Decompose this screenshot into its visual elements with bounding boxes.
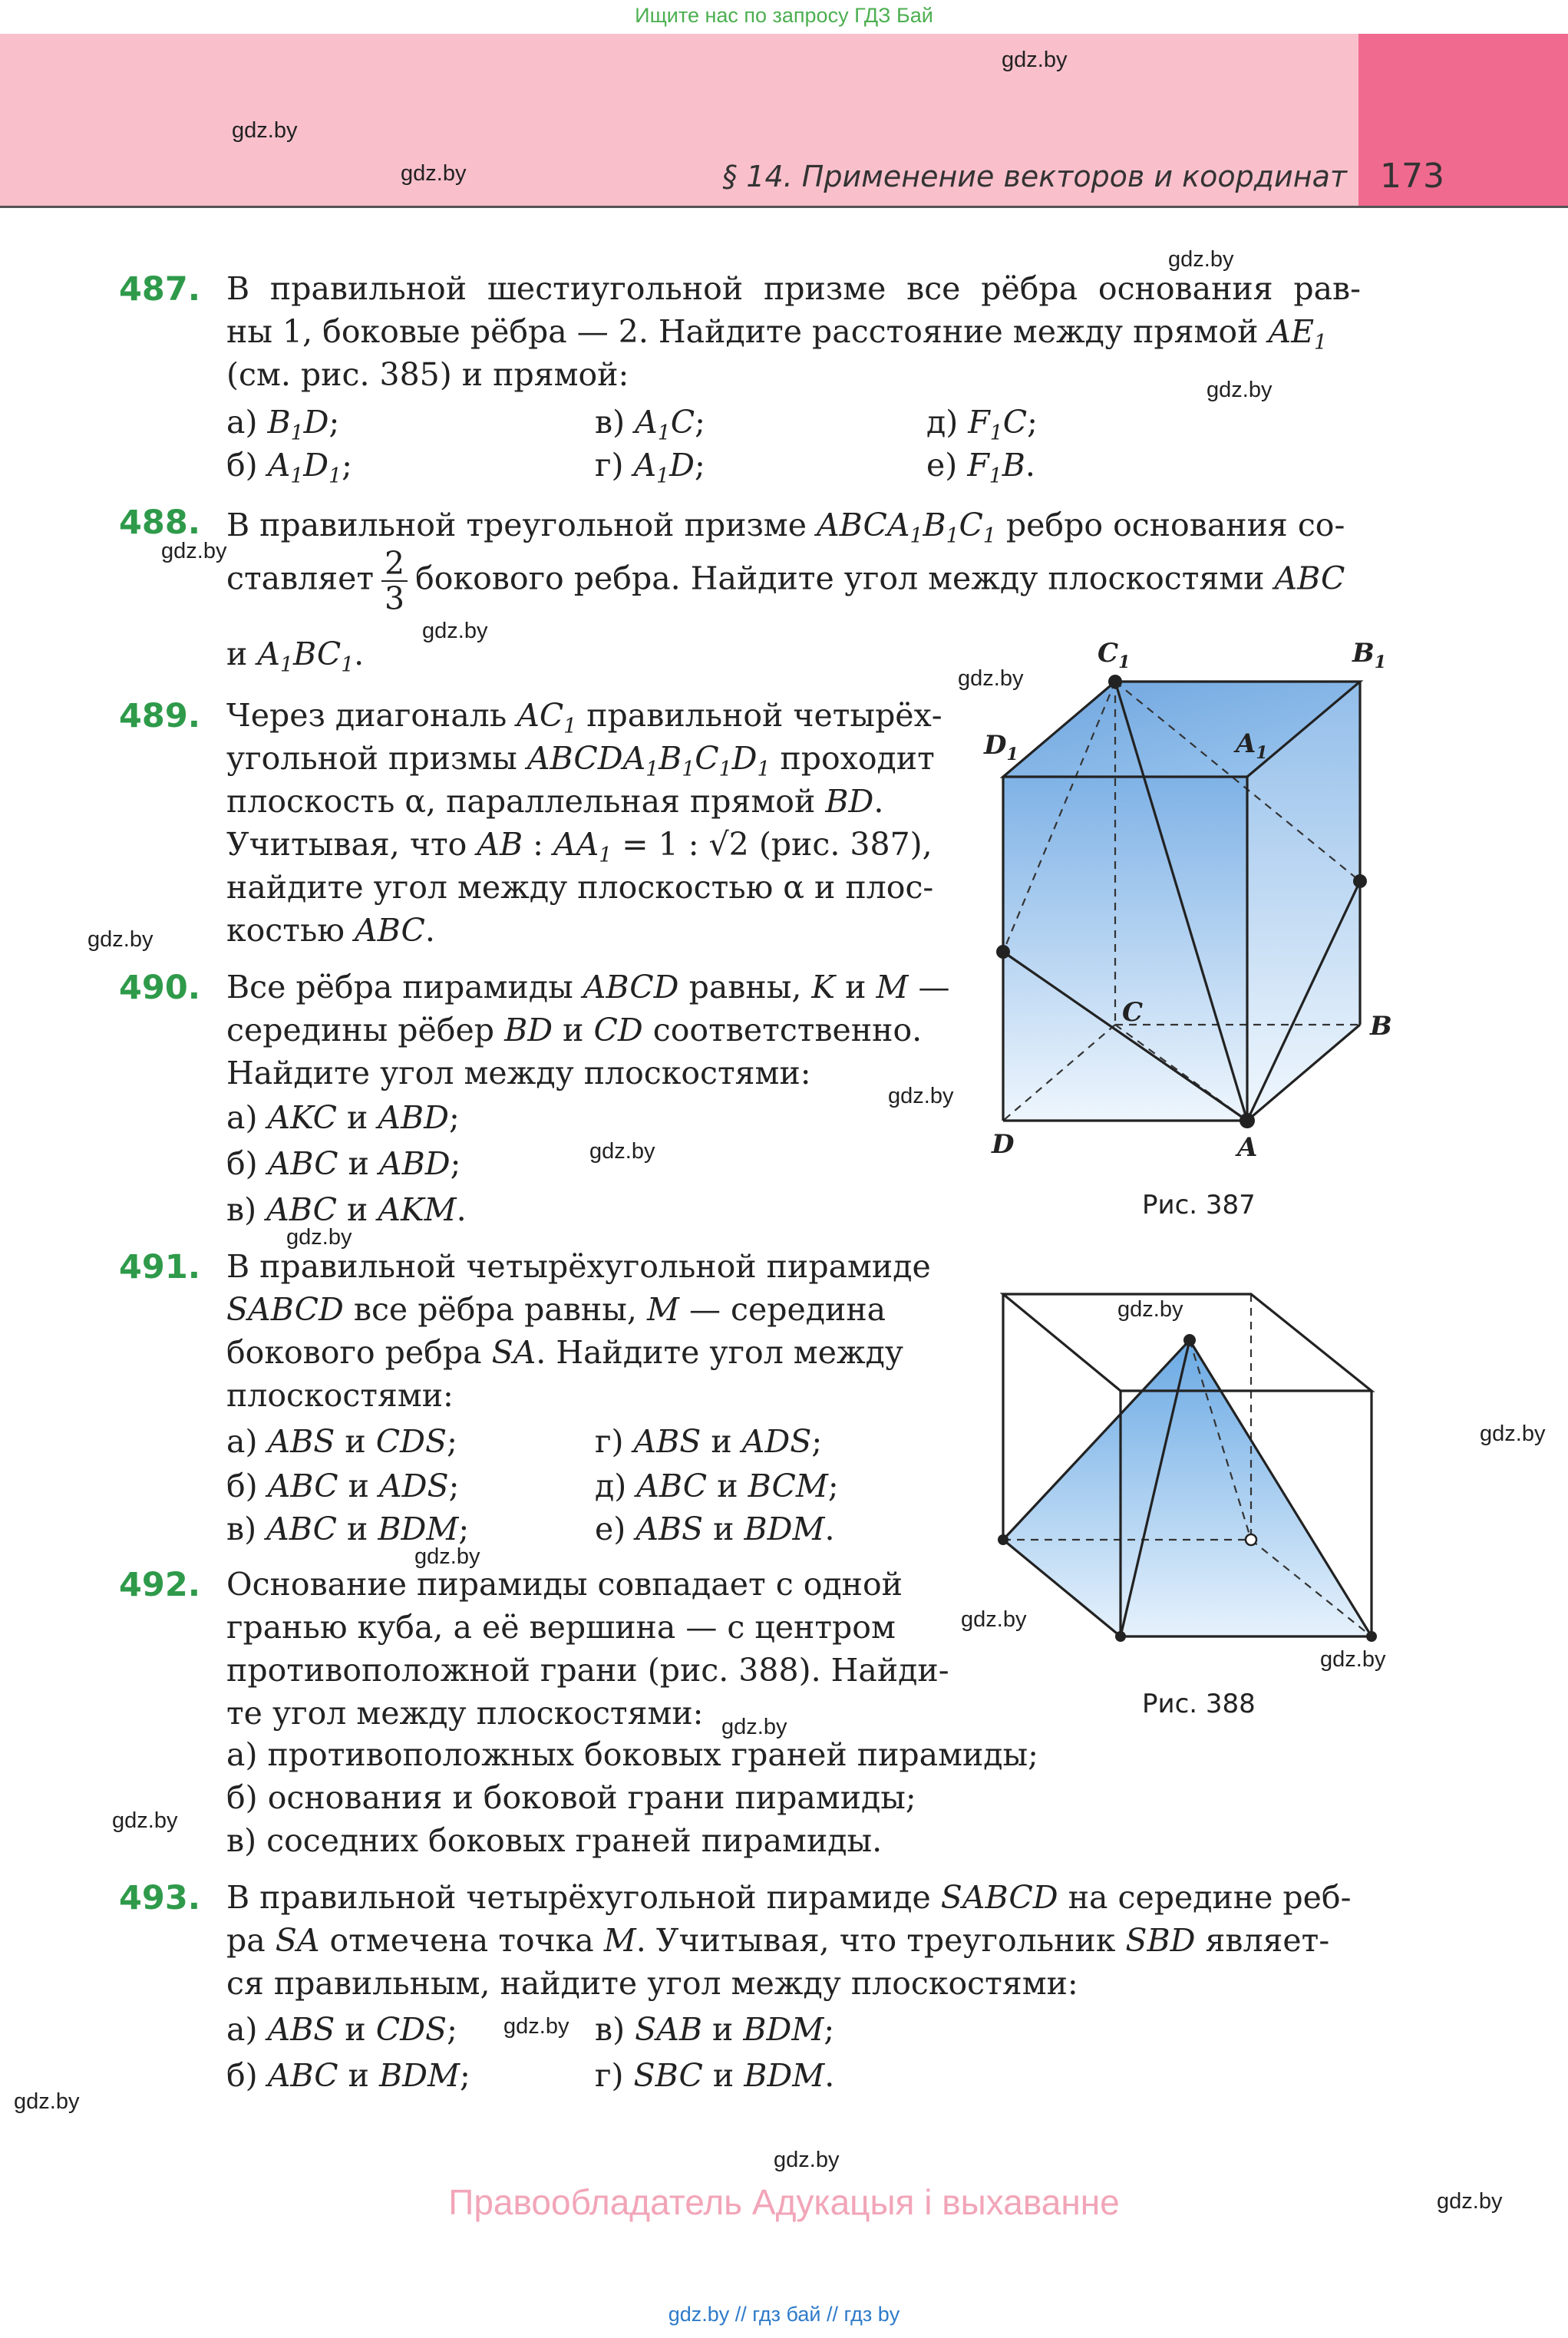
label-d1: $D_1$: [984, 730, 1018, 764]
figure-387-prism: [952, 629, 1428, 1182]
problem-text: костью ABC.: [226, 912, 435, 949]
problem-text: гранью куба, а её вершина — с центром: [226, 1609, 896, 1646]
problem-text: и $A_1BC_1$.: [226, 636, 365, 678]
watermark: gdz.by: [721, 1715, 787, 1739]
problem-number: 490.: [119, 969, 201, 1007]
option: в) соседних боковых граней пирамиды.: [226, 1822, 883, 1859]
watermark: gdz.by: [232, 118, 298, 143]
option: а) AKC и ABD;: [226, 1099, 460, 1136]
problem-text: (см. рис. 385) и прямой:: [226, 356, 629, 393]
watermark: gdz.by: [1480, 1422, 1546, 1446]
watermark: gdz.by: [1207, 378, 1273, 402]
label-c1: $C_1$: [1098, 638, 1131, 672]
label-c: C: [1122, 997, 1144, 1028]
header-divider: [0, 206, 1568, 208]
option: в) $A_1C$;: [595, 404, 705, 446]
option: а) противоположных боковых граней пирамиды;: [226, 1736, 1038, 1773]
label-b: B: [1370, 1011, 1392, 1042]
problem-text: Учитывая, что AB : $AA_1 = 1$ : √2 (рис. 387),: [226, 826, 933, 868]
watermark: gdz.by: [589, 1139, 655, 1164]
fraction: $\frac{2}{3}$: [381, 547, 408, 616]
problem-number: 487.: [119, 270, 201, 309]
problem-text: найдите угол между плоскостью α и плос-: [226, 869, 934, 906]
page-number: 173: [1380, 157, 1444, 196]
problem-text: В правильной шестиугольной призме все рёбра основания рав-: [226, 270, 1361, 307]
figure-caption: Рис. 388: [1142, 1689, 1256, 1719]
option: е) ABS и BDM.: [595, 1511, 835, 1547]
problem-text: Через диагональ $AC_1$ правильной четырёх-: [226, 697, 942, 739]
problem-text: Найдите угол между плоскостями:: [226, 1055, 811, 1091]
watermark: gdz.by: [401, 161, 467, 186]
watermark: gdz.by: [1437, 2189, 1503, 2214]
watermark: gdz.by: [161, 539, 227, 563]
watermark: gdz.by: [1117, 1297, 1183, 1322]
label-d: D: [992, 1129, 1015, 1160]
figure-caption: Рис. 387: [1142, 1190, 1256, 1220]
watermark: gdz.by: [1002, 48, 1068, 72]
problem-text: Основание пирамиды совпадает с одной: [226, 1566, 903, 1603]
watermark: gdz.by: [112, 1808, 178, 1833]
label-b1: $B_1$: [1352, 638, 1387, 672]
top-note: Ищите нас по запросу ГДЗ Бай: [635, 4, 933, 27]
problem-number: 493.: [119, 1879, 201, 1917]
watermark: gdz.by: [958, 666, 1024, 691]
problem-text: В правильной четырёхугольной пирамиде SABCD на середине реб-: [226, 1879, 1352, 1916]
problem-text: противоположной грани (рис. 388). Найди-: [226, 1652, 949, 1689]
problem-text: В правильной четырёхугольной пирамиде: [226, 1248, 931, 1285]
option: в) ABC и AKM.: [226, 1191, 467, 1228]
option: а) $B_1D$;: [226, 404, 340, 446]
watermark: gdz.by: [503, 2014, 569, 2039]
problem-text: угольной призмы $ABCDA_1B_1C_1D_1$ проходит: [226, 740, 935, 782]
label-a: A: [1237, 1132, 1258, 1163]
problem-text: плоскостями:: [226, 1377, 454, 1414]
option: б) $A_1D_1$;: [226, 447, 352, 489]
problem-text: ставляет $\frac{2}{3}$ бокового ребра. Найдите угол между плоскостями ABC: [226, 545, 1345, 617]
watermark: gdz.by: [1320, 1647, 1386, 1672]
problem-number: 489.: [119, 697, 201, 735]
label-a1: $A_1$: [1236, 728, 1268, 763]
option: в) SAB и BDM;: [595, 2011, 835, 2048]
option: а) ABS и CDS;: [226, 1423, 457, 1460]
problem-text: ся правильным, найдите угол между плоскостями:: [226, 1965, 1078, 2002]
footer-links[interactable]: gdz.by // гдз бай // гдз by: [668, 2303, 900, 2326]
option: а) ABS и CDS;: [226, 2011, 457, 2048]
watermark: gdz.by: [422, 619, 488, 643]
problem-text: середины рёбер BD и CD соответственно.: [226, 1012, 923, 1048]
option: б) ABC и ABD;: [226, 1145, 461, 1182]
option: д) $F_1C$;: [926, 404, 1038, 446]
watermark: gdz.by: [1168, 247, 1234, 272]
option: в) ABC и BDM;: [226, 1511, 470, 1547]
figure-388-cube-pyramid: [990, 1274, 1405, 1650]
problem-number: 488.: [119, 504, 201, 542]
problem-number: 492.: [119, 1566, 201, 1604]
footer-copyright: Правообладатель Адукацыя і выхаванне: [448, 2182, 1120, 2222]
watermark: gdz.by: [14, 2089, 80, 2114]
watermark: gdz.by: [961, 1607, 1027, 1632]
option: б) основания и боковой грани пирамиды;: [226, 1779, 916, 1816]
problem-number: 491.: [119, 1248, 201, 1286]
option: г) $A_1D$;: [595, 447, 705, 489]
watermark: gdz.by: [286, 1225, 352, 1250]
option: г) SBC и BDM.: [595, 2057, 835, 2094]
problem-text: ны 1, боковые рёбра — 2. Найдите расстояние между прямой $AE_1$: [226, 313, 1327, 355]
problem-text: бокового ребра SA. Найдите угол между: [226, 1334, 904, 1371]
option: б) ABC и BDM;: [226, 2057, 470, 2094]
watermark: gdz.by: [774, 2148, 840, 2172]
problem-text: Все рёбра пирамиды ABCD равны, K и M —: [226, 969, 950, 1006]
option: б) ABC и ADS;: [226, 1468, 460, 1504]
problem-text: плоскость α, параллельная прямой BD.: [226, 783, 884, 820]
watermark: gdz.by: [414, 1544, 480, 1569]
option: е) $F_1B$.: [926, 447, 1035, 489]
problem-text: В правильной треугольной призме $ABCA_1B_1C_1$ ребро основания со-: [226, 507, 1345, 549]
option: г) ABS и ADS;: [595, 1423, 823, 1460]
watermark: gdz.by: [888, 1084, 954, 1108]
section-title: § 14. Применение векторов и координат: [722, 160, 1347, 193]
problem-text: ра SA отмечена точка M. Учитывая, что треугольник SBD являет-: [226, 1922, 1330, 1959]
problem-text: те угол между плоскостями:: [226, 1695, 704, 1732]
watermark: gdz.by: [87, 927, 153, 952]
option: д) ABC и BCM;: [595, 1468, 839, 1504]
problem-text: SABCD все рёбра равны, M — середина: [226, 1291, 886, 1328]
